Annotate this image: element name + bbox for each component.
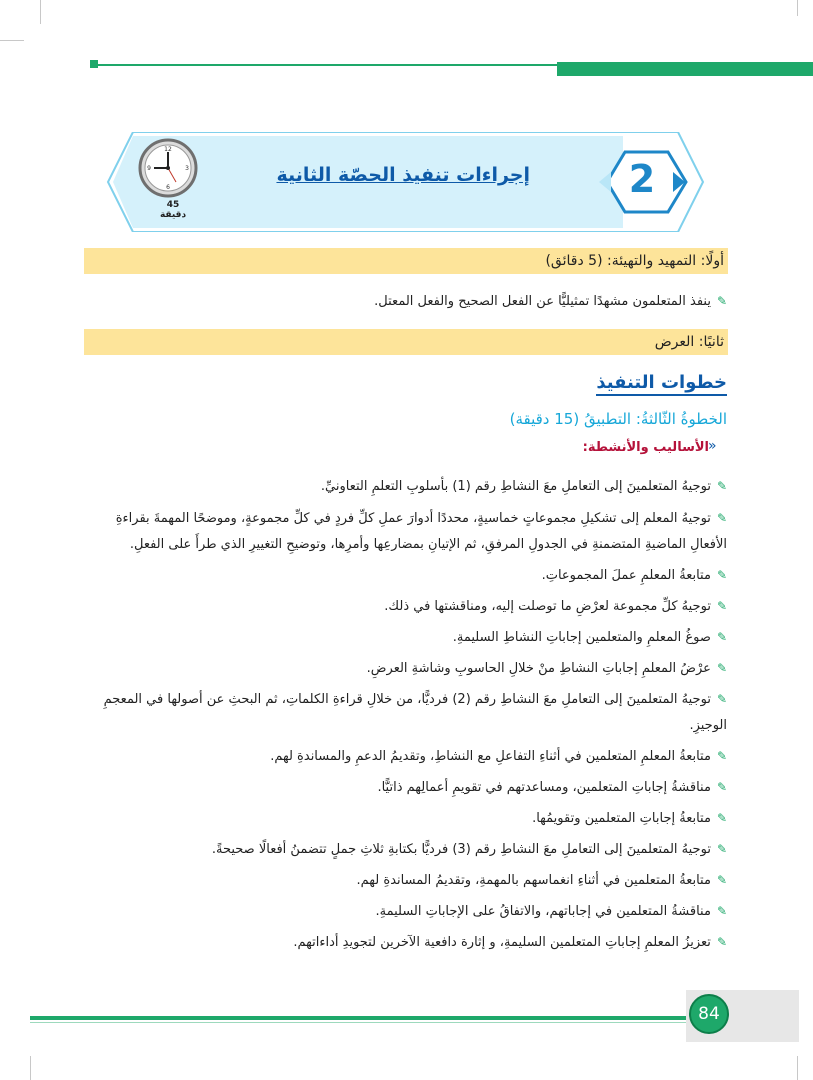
section-bar-presentation: ثانيًا: العرض <box>84 329 728 355</box>
list-item <box>375 898 727 925</box>
svg-text:12: 12 <box>164 146 172 153</box>
pencil-icon: ✎ <box>716 479 727 493</box>
list-item <box>384 593 727 620</box>
list-item-text: توجيهُ المتعلمينَ إلى التعاملِ معَ النشاطِ رقم (3) فرديًّا بكتابةِ ثلاثِ جملٍ تتضمنُ أفعالًا صحيحةً. <box>211 842 711 857</box>
list-item <box>97 505 727 558</box>
list-item-text: توجيهُ المتعلمينَ إلى التعاملِ معَ النشاطِ رقم (2) فرديًّا، من خلالِ قراءةِ الكلماتِ، ثم البحثِ عن أصولها في المعجمِ الوجيزِ. <box>103 692 727 733</box>
list-item-text: توجيهُ المعلم إلى تشكيلِ مجموعاتٍ خماسيةٍ، محددًا أدوارَ عملِ كلِّ فردٍ في كلِّ مجموعةٍ، وموضحًا المهمةَ بقراءةِ الأفعالِ الماضيةِ المتضمنةِ في الجدولِ المرفقِ، ثم الإتيانِ بمضارعِها وأمرِها، وتوضيحِ التغييرِ الذي طرأَ على الفعلِ. <box>115 511 727 552</box>
step3-heading: الخطوةُ الثّالثةُ: التطبيقُ (15 دقيقة) <box>509 410 727 428</box>
pencil-icon: ✎ <box>716 294 727 308</box>
section-bar-intro: أولًا: التمهيد والتهيئة: (5 دقائق) <box>84 248 728 274</box>
crop-mark <box>797 1056 798 1080</box>
svg-text:3: 3 <box>185 165 189 172</box>
crop-mark <box>40 0 41 24</box>
list-item-text: عرْضُ المعلمِ إجاباتِ النشاطِ منْ خلالِ الحاسوبِ وشاشةِ العرضِ. <box>366 661 711 676</box>
list-item-text: متابعةُ إجاباتِ المتعلمين وتقويمُها. <box>532 811 711 826</box>
svg-text:6: 6 <box>166 184 170 191</box>
pencil-icon: ✎ <box>716 630 727 644</box>
list-item <box>367 655 727 682</box>
footer-divider-thin <box>30 1022 686 1023</box>
list-item <box>357 867 727 894</box>
pencil-icon: ✎ <box>716 873 727 887</box>
list-item-text: متابعةُ المتعلمين في أثناءِ انغماسهم بالمهمةِ، وتقديمُ المساندةِ لهم. <box>356 873 711 888</box>
pencil-icon: ✎ <box>716 749 727 763</box>
pencil-icon: ✎ <box>716 568 727 582</box>
page-number: 84 <box>689 994 729 1034</box>
list-item <box>374 288 727 315</box>
clock-icon <box>136 138 200 200</box>
list-item-text: متابعةُ المعلمِ المتعلمين في أثناءِ التفاعلِ مع النشاطِ، وتقديمُ الدعمِ والمساندةِ لهم. <box>270 749 711 764</box>
duration-label <box>148 200 198 220</box>
pencil-icon: ✎ <box>716 511 727 525</box>
list-item-text: توجيهُ المتعلمينَ إلى التعاملِ معَ النشاطِ رقم (1) بأسلوبِ التعلمِ التعاونيِّ. <box>320 479 711 494</box>
list-item <box>453 624 727 651</box>
list-item-text: توجيهُ كلِّ مجموعة لعرْضِ ما توصلت إليه، ومناقشتها في ذلك. <box>384 599 711 614</box>
crop-mark <box>30 1056 31 1080</box>
list-item <box>321 473 727 500</box>
methods-heading: الأساليب والأنشطة: <box>582 440 709 455</box>
list-item-text: متابعةُ المعلمِ عملَ المجموعاتِ. <box>541 568 711 583</box>
list-item <box>377 774 727 801</box>
list-item-text: مناقشةُ المتعلمين في إجاباتهم، والاتفاقُ على الإجاباتِ السليمةِ. <box>375 904 711 919</box>
footer-divider <box>30 1016 686 1020</box>
list-item <box>270 743 727 770</box>
page-title: إجراءات تنفيذ الحصّة الثانية <box>276 164 530 186</box>
list-item-text: مناقشةُ إجاباتِ المتعلمين، ومساعدتهم في تقويمِ أعمالِهم ذاتيًّا. <box>377 780 711 795</box>
list-item-text: ينفذ المتعلمون مشهدًا تمثيليًّا عن الفعل الصحيح والفعل المعتل. <box>374 294 711 309</box>
list-item-text: صوغُ المعلمِ والمتعلمين إجاباتِ النشاطِ السليمةِ. <box>452 630 711 645</box>
list-item <box>532 805 727 832</box>
duration-unit: دقيقة <box>159 210 187 220</box>
list-item <box>542 562 727 589</box>
pencil-icon: ✎ <box>716 935 727 949</box>
pencil-icon: ✎ <box>716 780 727 794</box>
top-accent-bar <box>557 16 813 76</box>
pencil-icon: ✎ <box>716 661 727 675</box>
list-item-text: تعزيزُ المعلمِ إجاباتِ المتعلمين السليمةِ، و إثارة دافعية الآخرين لتجويدِ أداءاتهم. <box>293 935 711 950</box>
pencil-icon: ✎ <box>716 904 727 918</box>
svg-text:9: 9 <box>147 165 151 172</box>
steps-heading: خطوات التنفيذ <box>596 372 727 396</box>
pencil-icon: ✎ <box>716 599 727 613</box>
guillemet-icon: » <box>708 438 717 454</box>
pencil-icon: ✎ <box>716 692 727 706</box>
list-item <box>293 929 727 956</box>
pencil-icon: ✎ <box>716 811 727 825</box>
pencil-icon: ✎ <box>716 842 727 856</box>
duration-minutes: 45 <box>166 200 180 210</box>
list-item <box>212 836 727 863</box>
crop-mark <box>0 40 24 41</box>
list-item <box>97 686 727 739</box>
step-number: 2 <box>628 157 656 201</box>
top-divider-dot <box>90 60 98 68</box>
